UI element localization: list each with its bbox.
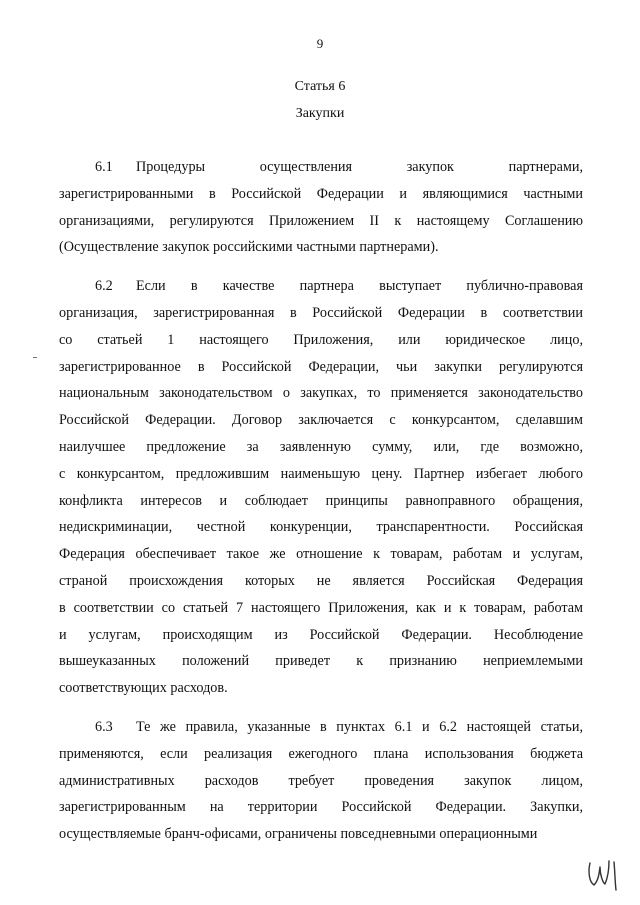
paragraph-number: 6.3	[95, 718, 113, 735]
text-line	[59, 181, 583, 208]
line-text: организация, зарегистрированная в Российской Федерации в соответствии	[59, 304, 583, 321]
handwritten-initials	[586, 851, 622, 891]
text-line	[59, 208, 583, 235]
line-text: зарегистрированным на территории Российской Федерации. Закупки,	[59, 799, 583, 816]
line-text: административных расходов требует проведения закупок лицом,	[59, 772, 583, 789]
text-line	[59, 768, 583, 795]
text-line	[59, 595, 583, 622]
line-text: Те же правила, указанные в пунктах 6.1 и 6.2 настоящей статьи,	[136, 718, 583, 735]
line-text: Федерация обеспечивает такое же отношение к товарам, работам и услугам,	[59, 546, 583, 563]
line-text: с конкурсантом, предложившим наименьшую цену. Партнер избегает любого	[59, 465, 583, 482]
line-text: конфликта интересов и соблюдает принципы равноправного обращения,	[59, 492, 583, 509]
text-line	[59, 514, 583, 541]
line-text: соответствующих расходов.	[59, 680, 228, 697]
text-line	[59, 675, 583, 702]
line-text: (Осуществление закупок российскими частными партнерами).	[59, 239, 439, 256]
paragraph-number: 6.1	[95, 159, 113, 175]
document-body	[59, 154, 583, 860]
line-text: применяются, если реализация ежегодного плана использования бюджета	[59, 745, 583, 762]
text-line	[59, 434, 583, 461]
paragraph-6-2	[59, 273, 583, 702]
paragraph-6-3	[59, 714, 583, 848]
text-line	[59, 327, 583, 354]
text-line	[59, 300, 583, 327]
line-text: осуществляемые бранч-офисами, ограничены повседневными операционными	[59, 826, 538, 843]
line-text: и услугам, происходящим из Российской Федерации. Несоблюдение	[59, 626, 583, 643]
line-text: в соответствии со статьей 7 настоящего Приложения, как и к товарам, работам	[59, 599, 583, 616]
article-title: Закупки	[295, 106, 345, 121]
line-text: Российской Федерации. Договор заключается с конкурсантом, сделавшим	[59, 412, 583, 429]
line-text: организациями, регулируются Приложением II к настоящему Соглашению	[59, 212, 583, 229]
text-line	[59, 407, 583, 434]
text-line	[59, 154, 583, 181]
text-line	[59, 234, 583, 261]
line-text: зарегистрированными в Российской Федерации и являющимися частными	[59, 185, 583, 202]
text-line	[59, 354, 583, 381]
margin-mark	[33, 357, 37, 358]
text-line	[59, 380, 583, 407]
line-text: недискриминации, честной конкуренции, транспарентности. Российская	[59, 519, 583, 536]
text-line	[59, 622, 583, 649]
text-line	[59, 821, 583, 848]
line-text: Если в качестве партнера выступает публично-правовая	[136, 278, 583, 295]
line-text: наилучшее предложение за заявленную сумму, или, где возможно,	[59, 438, 583, 455]
text-line	[59, 461, 583, 488]
text-line	[59, 741, 583, 768]
line-text: со статьей 1 настоящего Приложения, или юридическое лицо,	[59, 331, 583, 348]
line-text: страной происхождения которых не является Российская Федерация	[59, 572, 583, 589]
text-line	[59, 541, 583, 568]
text-line	[59, 794, 583, 821]
text-line	[59, 273, 583, 300]
paragraph-number: 6.2	[95, 278, 113, 295]
line-text: Процедуры осуществления закупок партнерами,	[136, 159, 583, 175]
text-line	[59, 488, 583, 515]
text-line	[59, 648, 583, 675]
line-text: вышеуказанных положений приведет к признанию неприемлемыми	[59, 653, 583, 670]
line-text: национальным законодательством о закупках, то применяется законодательство	[59, 385, 583, 402]
text-line	[59, 714, 583, 741]
text-line	[59, 568, 583, 595]
article-number: Статья 6	[294, 79, 346, 94]
page-number: 9	[316, 36, 324, 51]
line-text: зарегистрированное в Российской Федерации, чьи закупки регулируются	[59, 358, 583, 375]
paragraph-6-1	[59, 154, 583, 261]
